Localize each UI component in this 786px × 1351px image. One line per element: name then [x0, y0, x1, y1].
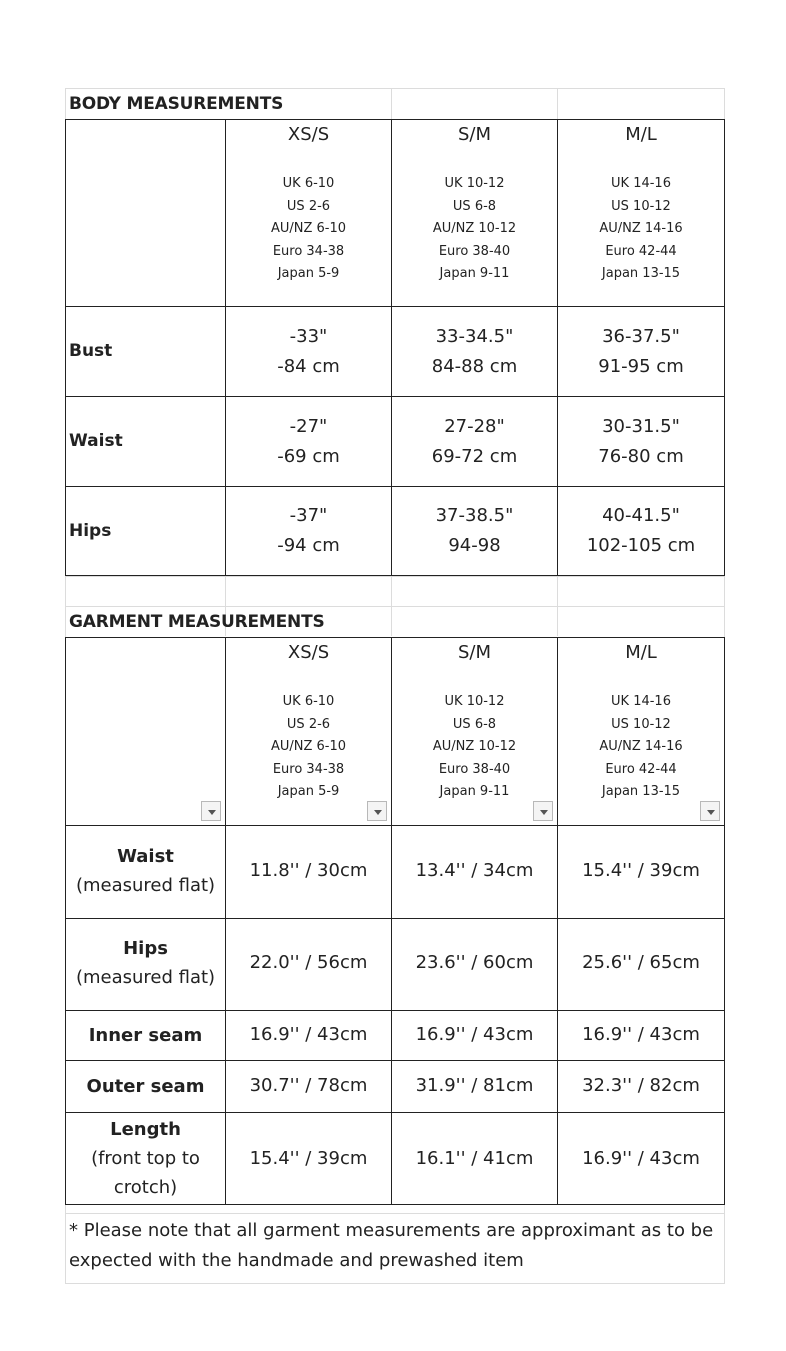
row-label: Outer seam: [86, 1076, 205, 1097]
value-cm: 94-98: [448, 535, 501, 556]
conversion-japan: Japan 5-9: [277, 784, 340, 799]
body-value-cell: [558, 412, 724, 472]
size-conversions: [558, 173, 724, 286]
row-label: Inner seam: [88, 1025, 203, 1046]
row-label-waist-flat: [66, 842, 225, 900]
value-inches: 40-41.5": [602, 505, 680, 526]
row-label-waist: Waist: [69, 431, 123, 451]
conversion-uk: UK 14-16: [611, 176, 671, 191]
conversion-au-nz: AU/NZ 10-12: [432, 221, 517, 236]
size-conversions: [392, 173, 557, 286]
garment-value-cell: 15.4'' / 39cm: [582, 860, 700, 881]
value-inches: 30-31.5": [602, 416, 680, 437]
conversion-euro: Euro 38-40: [438, 243, 511, 259]
row-sublabel: (front top to crotch): [91, 1148, 200, 1198]
size-header-s-m: S/M: [457, 642, 492, 663]
value-cm: 102-105 cm: [586, 535, 696, 556]
table-border: [65, 119, 66, 576]
table-border: [65, 1010, 725, 1011]
table-border: [65, 396, 725, 397]
conversion-euro: Euro 34-38: [272, 243, 345, 259]
value-cm: 76-80 cm: [598, 446, 684, 467]
value-inches: 37-38.5": [435, 505, 514, 526]
garment-value-cell: 30.7'' / 78cm: [249, 1075, 368, 1096]
filter-dropdown-button[interactable]: [533, 801, 553, 821]
table-border: [724, 119, 725, 576]
row-label-inner-seam: [66, 1021, 225, 1050]
row-label-outer-seam: [66, 1072, 225, 1101]
conversion-au-nz: AU/NZ 10-12: [432, 739, 517, 754]
row-sublabel: (measured flat): [75, 875, 216, 896]
gridline: [391, 88, 392, 119]
size-header-m-l: M/L: [625, 124, 657, 145]
value-inches: -37": [289, 505, 328, 526]
table-border: [724, 637, 725, 1205]
garment-measurements-title: GARMENT MEASUREMENTS: [69, 612, 325, 632]
gridline: [65, 606, 725, 607]
garment-value-cell: 15.4'' / 39cm: [249, 1148, 368, 1169]
body-value-cell: [226, 322, 391, 382]
conversion-au-nz: AU/NZ 6-10: [270, 221, 347, 236]
filter-dropdown-button[interactable]: [201, 801, 221, 821]
garment-value-cell: 22.0'' / 56cm: [249, 952, 368, 973]
value-cm: -69 cm: [277, 446, 340, 467]
size-header-xs-s: XS/S: [287, 642, 330, 663]
conversion-au-nz: AU/NZ 14-16: [599, 221, 683, 236]
body-value-cell: [226, 412, 391, 472]
conversion-japan: Japan 9-11: [439, 266, 510, 281]
garment-value-cell: 23.6'' / 60cm: [415, 952, 534, 973]
conversion-us: US 10-12: [611, 198, 671, 214]
size-header-s-m: S/M: [457, 124, 492, 145]
body-value-cell: [392, 501, 557, 561]
conversion-japan: Japan 13-15: [601, 266, 681, 281]
garment-value-cell: 31.9'' / 81cm: [415, 1075, 534, 1096]
gridline: [65, 576, 725, 577]
value-inches: 27-28": [444, 416, 505, 437]
conversion-us: US 2-6: [286, 716, 331, 732]
conversion-us: US 6-8: [452, 716, 497, 732]
conversion-uk: UK 6-10: [282, 694, 335, 709]
table-border: [65, 575, 725, 576]
table-border: [65, 825, 725, 826]
conversion-us: US 6-8: [452, 198, 497, 214]
conversion-uk: UK 10-12: [444, 694, 505, 709]
row-label-bust: Bust: [69, 341, 113, 361]
size-conversions: [226, 173, 391, 286]
gridline: [557, 576, 558, 636]
value-cm: 69-72 cm: [431, 446, 518, 467]
table-border: [65, 486, 725, 487]
table-border: [65, 637, 725, 638]
row-label-hips: Hips: [69, 521, 112, 541]
table-border: [65, 1060, 725, 1061]
body-value-cell: [558, 501, 724, 561]
garment-value-cell: 11.8'' / 30cm: [249, 860, 368, 881]
garment-value-cell: 16.9'' / 43cm: [415, 1024, 534, 1045]
size-conversions: [392, 691, 557, 804]
conversion-uk: UK 10-12: [444, 176, 505, 191]
filter-dropdown-button[interactable]: [700, 801, 720, 821]
value-cm: 91-95 cm: [598, 356, 684, 377]
gridline: [65, 1283, 725, 1284]
conversion-euro: Euro 42-44: [605, 761, 677, 777]
table-border: [65, 1204, 725, 1205]
conversion-japan: Japan 5-9: [277, 266, 340, 281]
size-conversions: [226, 691, 391, 804]
conversion-au-nz: AU/NZ 14-16: [599, 739, 683, 754]
gridline: [557, 88, 558, 119]
table-border: [65, 1112, 725, 1113]
body-value-cell: [392, 412, 557, 472]
conversion-euro: Euro 42-44: [605, 243, 677, 259]
filter-dropdown-button[interactable]: [367, 801, 387, 821]
size-header-m-l: M/L: [625, 642, 657, 663]
conversion-us: US 2-6: [286, 198, 331, 214]
value-cm: -94 cm: [277, 535, 340, 556]
garment-value-cell: 16.1'' / 41cm: [415, 1148, 534, 1169]
body-value-cell: [558, 322, 724, 382]
row-label-length: [66, 1115, 225, 1202]
footnote: * Please note that all garment measurements are approximant as to be expected with the handmade and prewashed item: [69, 1220, 714, 1271]
conversion-au-nz: AU/NZ 6-10: [270, 739, 347, 754]
value-inches: 36-37.5": [602, 326, 680, 347]
conversion-euro: Euro 34-38: [272, 761, 345, 777]
table-border: [65, 306, 725, 307]
table-border: [65, 119, 725, 120]
gridline: [65, 1213, 725, 1214]
value-cm: -84 cm: [277, 356, 340, 377]
value-cm: 84-88 cm: [431, 356, 518, 377]
garment-value-cell: 16.9'' / 43cm: [582, 1024, 700, 1045]
row-label-hips-flat: [66, 934, 225, 992]
conversion-us: US 10-12: [611, 716, 671, 732]
conversion-euro: Euro 38-40: [438, 761, 511, 777]
size-chart-sheet: [65, 88, 725, 1284]
table-border: [65, 918, 725, 919]
gridline: [65, 88, 725, 89]
size-header-xs-s: XS/S: [287, 124, 330, 145]
row-label: Waist: [117, 846, 174, 867]
row-label: Hips: [123, 938, 168, 959]
row-label: Length: [110, 1119, 181, 1140]
gridline: [391, 576, 392, 636]
garment-value-cell: 32.3'' / 82cm: [582, 1075, 700, 1096]
garment-value-cell: 16.9'' / 43cm: [582, 1148, 700, 1169]
value-inches: 33-34.5": [435, 326, 514, 347]
value-inches: -33": [289, 326, 328, 347]
body-measurements-title: BODY MEASUREMENTS: [69, 94, 284, 114]
garment-value-cell: 13.4'' / 34cm: [415, 860, 534, 881]
conversion-uk: UK 6-10: [282, 176, 335, 191]
garment-value-cell: 16.9'' / 43cm: [249, 1024, 368, 1045]
conversion-japan: Japan 13-15: [601, 784, 681, 799]
garment-value-cell: 25.6'' / 65cm: [582, 952, 700, 973]
conversion-japan: Japan 9-11: [439, 784, 510, 799]
size-conversions: [558, 691, 724, 804]
body-value-cell: [392, 322, 557, 382]
conversion-uk: UK 14-16: [611, 694, 671, 709]
value-inches: -27": [289, 416, 328, 437]
body-value-cell: [226, 501, 391, 561]
row-sublabel: (measured flat): [75, 967, 216, 988]
